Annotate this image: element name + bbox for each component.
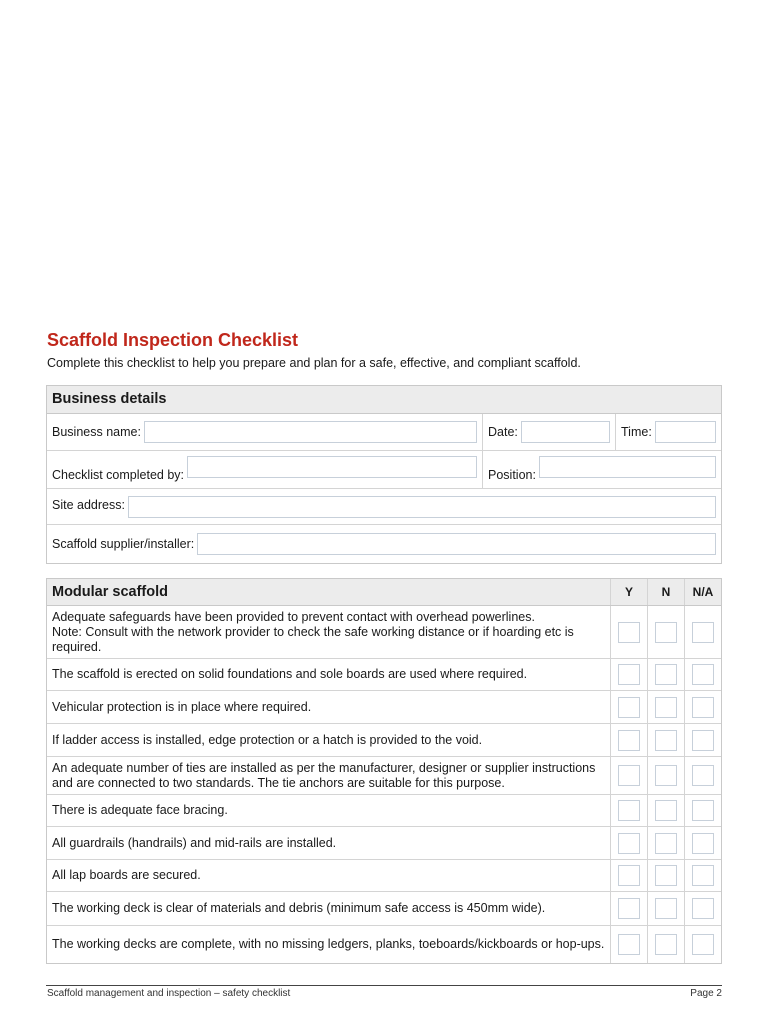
checkbox-y[interactable] — [618, 833, 640, 854]
completed-by-label: Checklist completed by: — [52, 468, 185, 482]
checkbox-na-cell — [684, 795, 721, 826]
checkbox-n[interactable] — [655, 664, 677, 685]
checkbox-n[interactable] — [655, 730, 677, 751]
checkbox-na-cell — [684, 926, 721, 963]
checkbox-na[interactable] — [692, 865, 714, 886]
date-cell — [482, 414, 615, 450]
checkbox-y[interactable] — [618, 697, 640, 718]
checkbox-na[interactable] — [692, 730, 714, 751]
checkbox-n-cell — [647, 606, 684, 658]
completed-by-field[interactable] — [187, 456, 477, 478]
checkbox-n-cell — [647, 659, 684, 690]
checkbox-n-cell — [647, 724, 684, 756]
checkbox-n[interactable] — [655, 833, 677, 854]
checkbox-n[interactable] — [655, 800, 677, 821]
checkbox-na-cell — [684, 724, 721, 756]
checkbox-y[interactable] — [618, 865, 640, 886]
checklist-item-text: There is adequate face bracing. — [52, 803, 228, 817]
checkbox-na[interactable] — [692, 664, 714, 685]
checkbox-na-cell — [684, 827, 721, 859]
checkbox-y-cell — [610, 659, 647, 690]
business-details-table — [46, 385, 722, 564]
col-n-header — [647, 579, 684, 605]
checkbox-y-cell — [610, 724, 647, 756]
checkbox-n-cell — [647, 691, 684, 723]
checkbox-y-cell — [610, 606, 647, 658]
checkbox-na-cell — [684, 659, 721, 690]
checkbox-na[interactable] — [692, 800, 714, 821]
checkbox-n[interactable] — [655, 865, 677, 886]
checkbox-na-cell — [684, 606, 721, 658]
footer-page-number: Page 2 — [690, 988, 722, 999]
site-address-label: Site address: — [52, 498, 125, 512]
checkbox-y-cell — [610, 926, 647, 963]
modular-scaffold-table — [46, 578, 722, 964]
position-field[interactable] — [539, 456, 716, 478]
checkbox-n[interactable] — [655, 622, 677, 643]
checkbox-y[interactable] — [618, 934, 640, 955]
site-address-field[interactable] — [128, 496, 716, 518]
intro-text: Complete this checklist to help you prepare and plan for a safe, effective, and compliant scaffold. — [47, 356, 581, 370]
checklist-row — [47, 691, 721, 724]
position-cell — [482, 451, 721, 488]
supplier-label: Scaffold supplier/installer: — [52, 537, 195, 551]
checkbox-na[interactable] — [692, 934, 714, 955]
checkbox-y[interactable] — [618, 800, 640, 821]
checkbox-na[interactable] — [692, 697, 714, 718]
checklist-item-text: The working decks are complete, with no missing ledgers, planks, toeboards/kickboards or hop-ups. — [52, 937, 605, 951]
time-cell — [615, 414, 721, 450]
checkbox-na[interactable] — [692, 622, 714, 643]
checklist-row — [47, 659, 721, 691]
supplier-cell — [47, 525, 721, 563]
checkbox-n-cell — [647, 827, 684, 859]
checklist-row — [47, 860, 721, 892]
checkbox-na-cell — [684, 892, 721, 925]
business-name-label: Business name: — [52, 425, 141, 439]
checkbox-n-cell — [647, 860, 684, 891]
business-name-cell — [47, 414, 482, 450]
checklist-item-text: If ladder access is installed, edge protection or a hatch is provided to the void. — [52, 732, 483, 747]
modular-header-row — [47, 579, 721, 606]
checklist-item-text: Vehicular protection is in place where required. — [52, 699, 312, 714]
col-na-label: N/A — [692, 585, 714, 599]
checkbox-n-cell — [647, 795, 684, 826]
checkbox-y[interactable] — [618, 622, 640, 643]
checkbox-na-cell — [684, 691, 721, 723]
checkbox-y[interactable] — [618, 765, 640, 786]
page-title: Scaffold Inspection Checklist — [47, 330, 299, 350]
col-y-header — [610, 579, 647, 605]
checkbox-y[interactable] — [618, 898, 640, 919]
checklist-row — [47, 724, 721, 757]
checkbox-y-cell — [610, 827, 647, 859]
checklist-item-text: The working deck is clear of materials and debris (minimum safe access is 450mm wide). — [52, 901, 546, 915]
footer-document-title: Scaffold management and inspection – safety checklist — [47, 988, 291, 999]
checklist-item-text: All guardrails (handrails) and mid-rails are installed. — [52, 835, 337, 850]
date-field[interactable] — [521, 421, 610, 443]
checkbox-y-cell — [610, 892, 647, 925]
checkbox-n[interactable] — [655, 697, 677, 718]
checkbox-y[interactable] — [618, 664, 640, 685]
checklist-item-text: All lap boards are secured. — [52, 868, 201, 882]
checklist-item-text: The scaffold is erected on solid foundations and sole boards are used where required. — [52, 667, 528, 681]
business-row-2 — [47, 451, 721, 489]
completed-by-cell — [47, 451, 482, 488]
checklist-row — [47, 926, 721, 963]
checkbox-y-cell — [610, 795, 647, 826]
checkbox-n[interactable] — [655, 765, 677, 786]
business-details-heading: Business details — [47, 386, 721, 414]
checkbox-y[interactable] — [618, 730, 640, 751]
time-label: Time: — [621, 425, 652, 439]
col-n-label: N — [661, 585, 671, 599]
checkbox-y-cell — [610, 860, 647, 891]
checkbox-n[interactable] — [655, 934, 677, 955]
checklist-row — [47, 606, 721, 659]
checklist-item-text: Adequate safeguards have been provided to prevent contact with overhead powerlines. Note: Consult with the network provider to check the safe working distance or if hoarding etc is required. — [52, 609, 574, 654]
business-row-1 — [47, 414, 721, 451]
footer-divider — [46, 985, 722, 986]
checkbox-n[interactable] — [655, 898, 677, 919]
business-row-3 — [47, 489, 721, 525]
checkbox-n-cell — [647, 757, 684, 794]
checkbox-y-cell — [610, 757, 647, 794]
position-label: Position: — [488, 468, 536, 482]
col-y-label: Y — [624, 585, 633, 599]
date-label: Date: — [488, 425, 518, 439]
checkbox-n-cell — [647, 892, 684, 925]
checkbox-n-cell — [647, 926, 684, 963]
checkbox-na-cell — [684, 757, 721, 794]
checklist-row — [47, 892, 721, 926]
checkbox-na-cell — [684, 860, 721, 891]
checkbox-y-cell — [610, 691, 647, 723]
checkbox-na[interactable] — [692, 765, 714, 786]
modular-scaffold-heading: Modular scaffold — [52, 583, 169, 600]
checkbox-na[interactable] — [692, 898, 714, 919]
checklist-row — [47, 757, 721, 795]
checklist-item-text: An adequate number of ties are installed as per the manufacturer, designer or supplier instructions and are connected to two standards. The tie anchors are suitable for this purpose. — [52, 760, 596, 790]
business-name-field[interactable] — [144, 421, 477, 443]
checkbox-na[interactable] — [692, 833, 714, 854]
business-row-4 — [47, 525, 721, 563]
col-na-header — [684, 579, 721, 605]
supplier-field[interactable] — [197, 533, 716, 555]
time-field[interactable] — [655, 421, 716, 443]
checklist-row — [47, 795, 721, 827]
checklist-row — [47, 827, 721, 860]
site-address-cell — [47, 489, 721, 524]
